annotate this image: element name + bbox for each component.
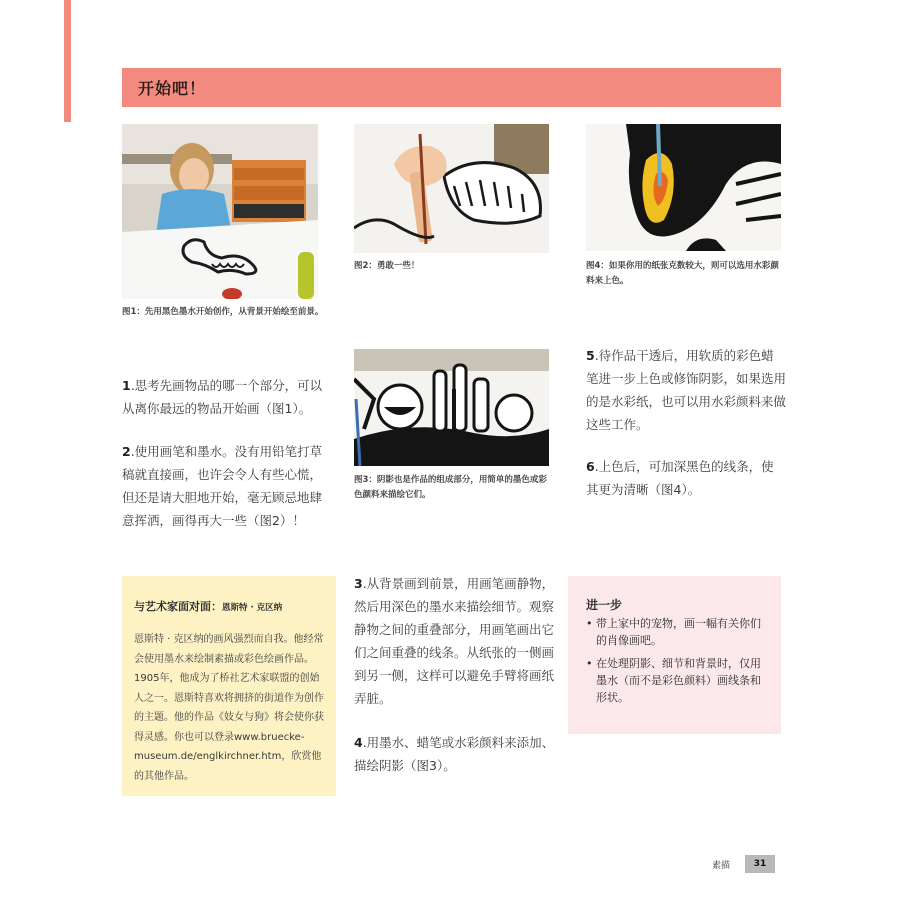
figure-1-photo [122,124,318,299]
further-title: 进一步 [586,598,623,612]
bullet-icon: • [586,617,593,630]
figure-4-photo [586,124,781,251]
bullet-icon: • [586,657,593,670]
step-text: .思考先画物品的哪一个部分，可以从离你最远的物品开始画（图1）。 [122,378,323,416]
step-6 [586,455,786,501]
step-3 [354,572,556,710]
figure-2-photo [354,124,549,253]
figure-1-caption: 图1：先用黑色墨水开始创作，从背景开始绘至前景。 [122,307,324,317]
further-box [568,576,781,734]
list-item [586,655,767,706]
section-header [122,68,781,107]
figure-3-caption: 图3：阴影也是作品的组成部分，用简单的墨色或彩色颜料来描绘它们。 [354,475,547,500]
figure-4-caption: 图4：如果你用的纸张克数较大，则可以选用水彩颜料来上色。 [586,261,779,286]
artist-box-heading [134,598,324,614]
further-item-text: 在处理阴影、细节和背景时，仅用墨水（而不是彩色颜料）画线条和形状。 [596,657,761,704]
step-1 [122,374,324,420]
artist-box-title: 与艺术家面对面： [134,600,222,613]
step-text: .使用画笔和墨水。没有用铅笔打草稿就直接画，也许会令人有些心慌，但还是请大胆地开始，毫无顾忌地肆意挥洒，画得再大一些（图2）！ [122,444,323,528]
figure-2-caption: 图2：勇敢一些！ [354,261,420,271]
step-text: .待作品干透后，用软质的彩色蜡笔进一步上色或修饰阴影，如果选用的是水彩纸，也可以用水彩颜料来做这些工作。 [586,348,787,432]
step-number: 5 [586,348,595,363]
step-number: 6 [586,459,595,474]
artist-box-body: 恩斯特 · 克区纳的画风强烈而自我。他经常会使用墨水来绘制素描或彩色绘画作品。1905年，他成为了桥社艺术家联盟的创始人之一。恩斯特喜欢将拥挤的街道作为创作的主题。他的作品《妓女与狗》将会使你获得灵感。你也可以登录www.bruecke-museum.de/englkirchner.htm，欣赏他的其他作品。 [134,634,324,782]
left-accent-bar [64,0,71,122]
step-number: 3 [354,576,363,591]
step-number: 2 [122,444,131,459]
page-number [745,855,775,873]
page-number-text: 31 [753,859,767,869]
footer-section-label: 素描 [712,861,731,871]
further-list [586,615,767,706]
figure-3-photo [354,349,549,466]
list-item [586,615,767,649]
section-title: 开始吧！ [138,79,207,98]
step-5 [586,344,786,436]
artist-box [122,576,336,796]
step-text: .从背景画到前景，用画笔画静物，然后用深色的墨水来描绘细节。观察静物之间的重叠部分，用画笔画出它们之间重叠的线条。从纸张的一侧画到另一侧，这样可以避免手臂将画纸弄脏。 [354,576,555,706]
step-number: 1 [122,378,131,393]
artist-name: 恩斯特 · 克区纳 [222,603,283,613]
step-text: .上色后，可加深黑色的线条，使其更为清晰（图4）。 [586,459,774,497]
step-text: .用墨水、蜡笔或水彩颜料来添加、描绘阴影（图3）。 [354,735,555,773]
step-4 [354,731,556,777]
step-2 [122,440,324,532]
step-number: 4 [354,735,363,750]
further-item-text: 带上家中的宠物，画一幅有关你们的肖像画吧。 [596,617,761,647]
